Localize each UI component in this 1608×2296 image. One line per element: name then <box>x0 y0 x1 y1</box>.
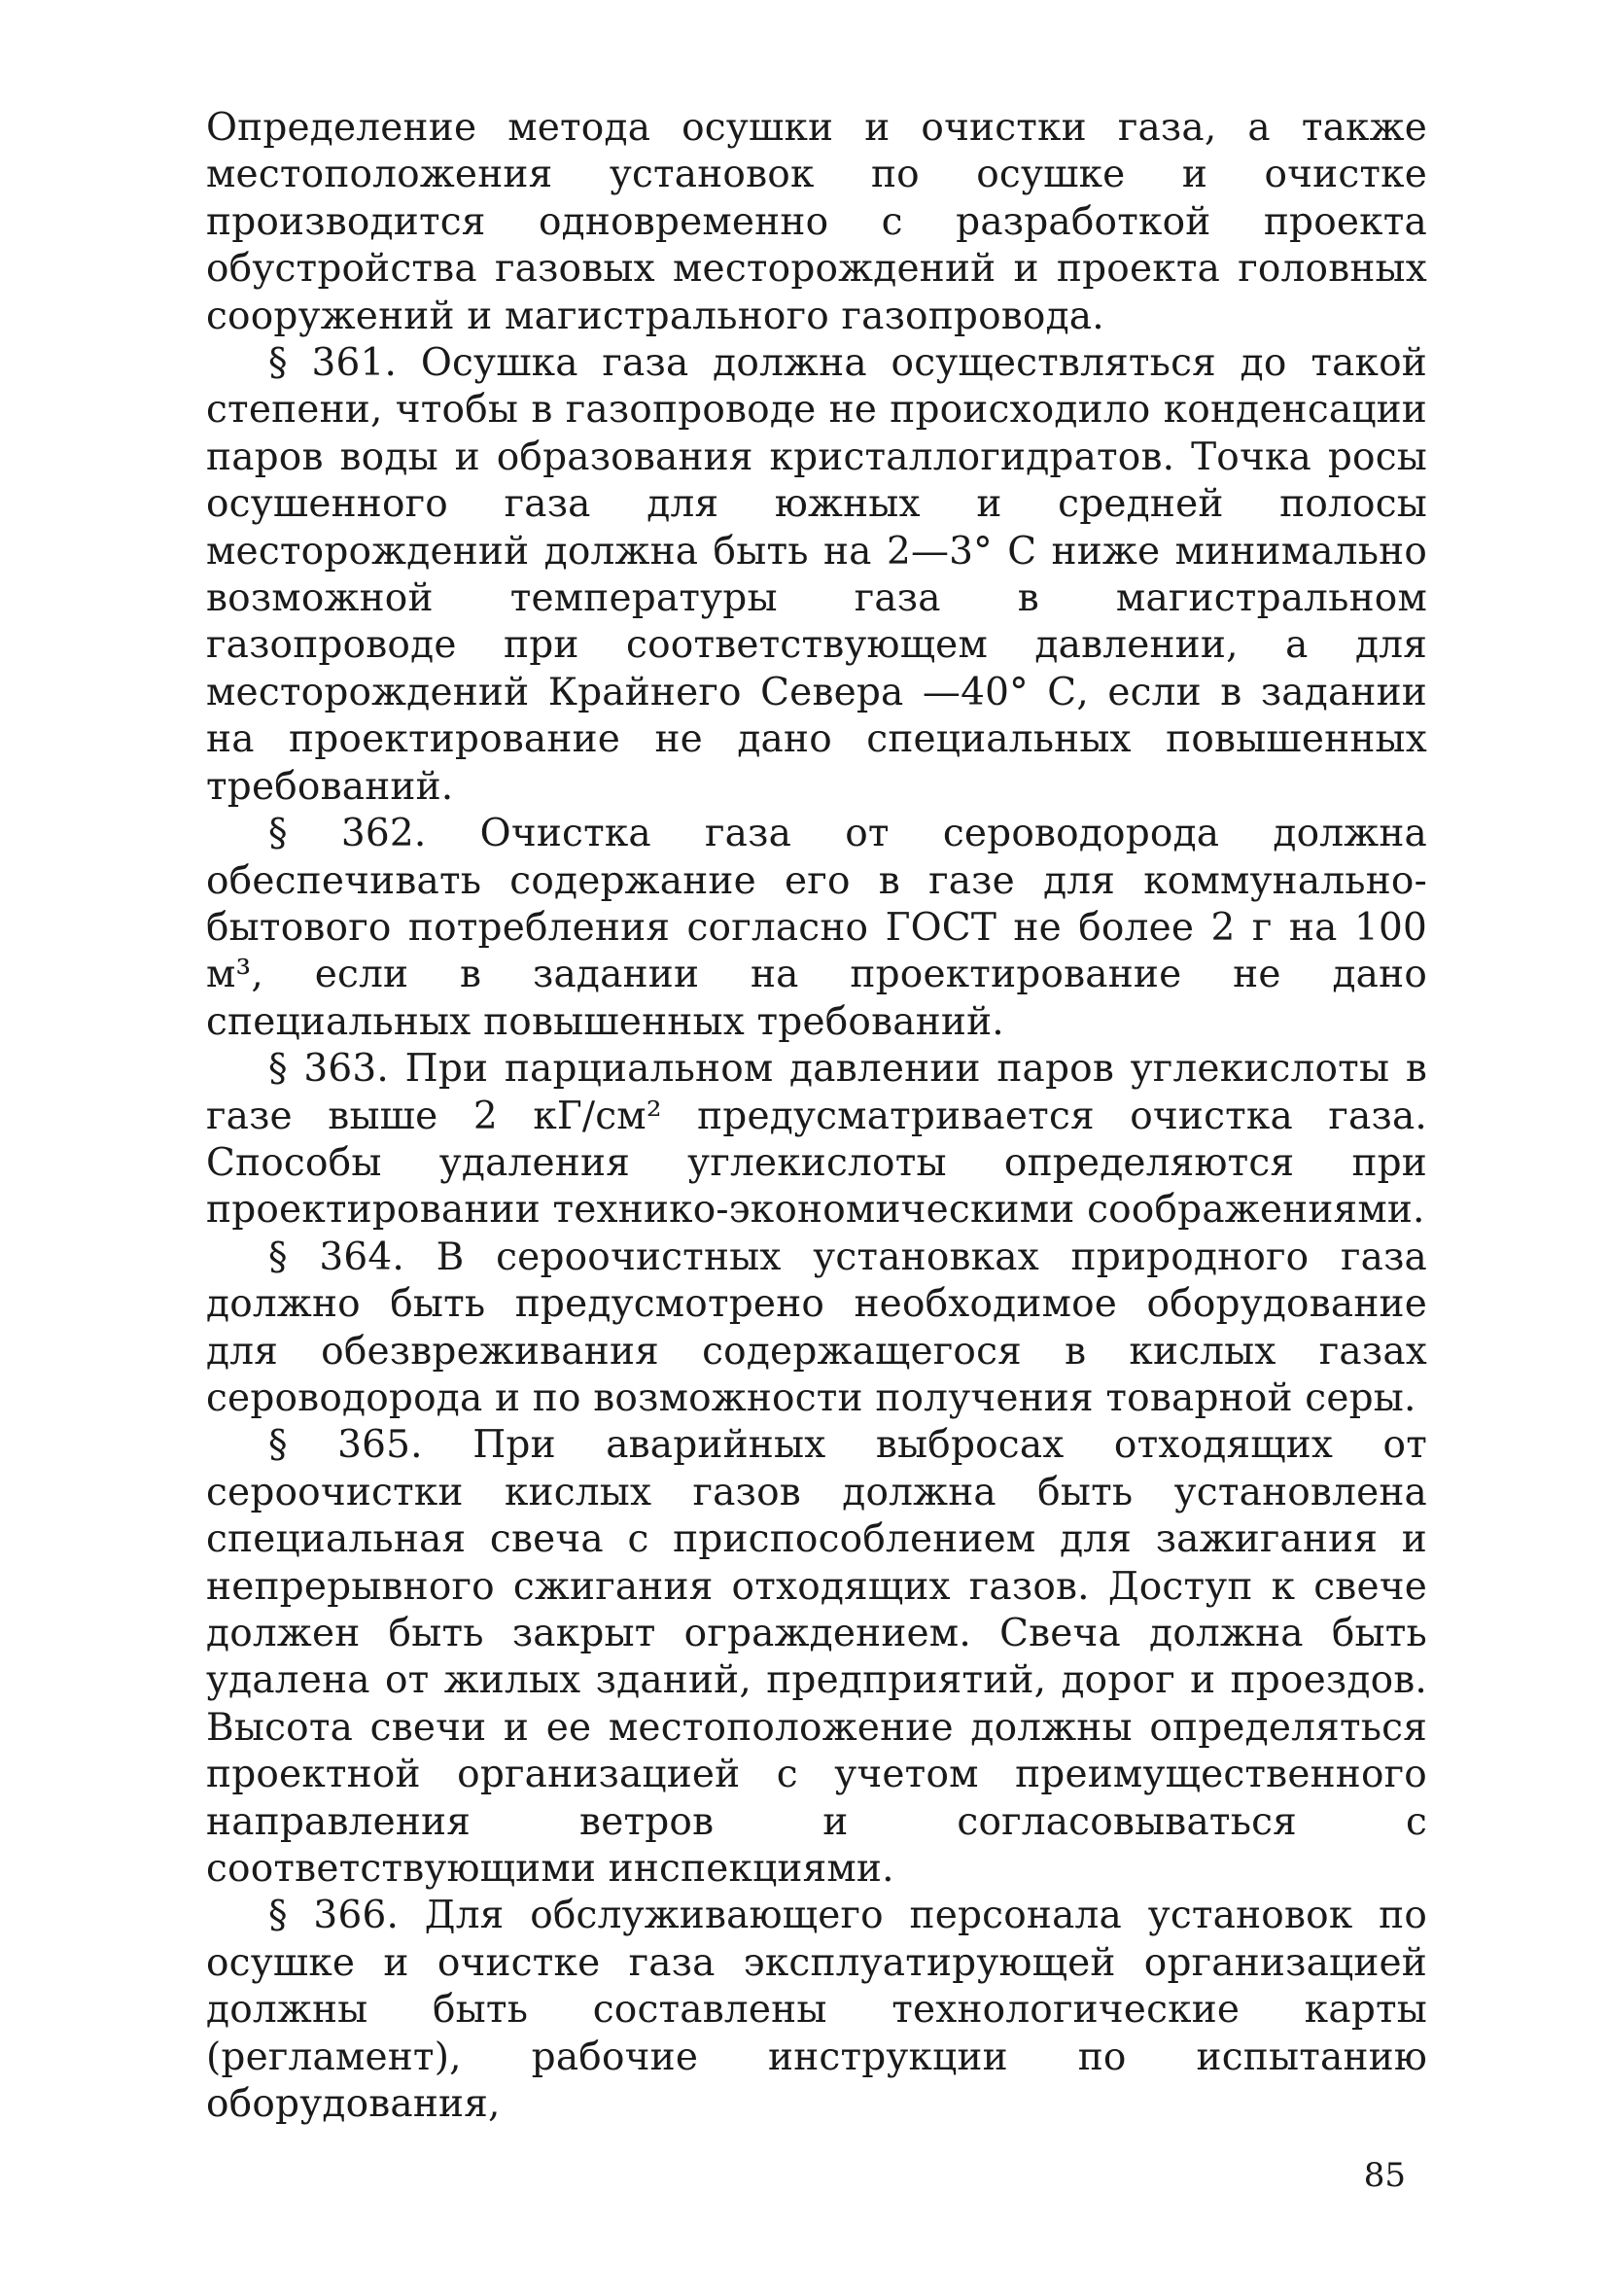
paragraph-364: § 364. В сероочистных установках природного газа должно быть предусмотрено необходимое оборудование для обезвреживания содержащегося в кислых газах сероводорода и по возможности получения товарной серы. <box>206 1235 1427 1420</box>
paragraph-366: § 366. Для обслуживающего персонала установок по осушке и очистке газа эксплуатирующей организацией должны быть составлены технологические карты (регламент), рабочие инструкции по испытанию оборудования, <box>206 1894 1427 2127</box>
paragraph-intro: Определение метода осушки и очистки газа, а также местоположения установок по осушке и очистке производится одновременно с разработкой проекта обустройства газовых месторождений и проекта головных сооружений и магистрального газопровода. <box>206 106 1427 338</box>
paragraph-361: § 361. Осушка газа должна осуществляться до такой степени, чтобы в газопроводе не происходило конденсации паров воды и образования кристаллогидратов. Точка росы осушенного газа для южных и средней полосы месторождений должна быть на 2—3° С ниже минимально возможной температуры газа в магистральном газопроводе при соответствующем давлении, а для месторождений Крайнего Севера —40° С, если в задании на проектирование не дано специальных повышенных требований. <box>206 341 1427 809</box>
body-text <box>206 105 1427 2128</box>
page-number: 85 <box>1363 2156 1406 2195</box>
paragraph-365: § 365. При аварийных выбросах отходящих от сероочистки кислых газов должна быть установлена специальная свеча с приспособлением для зажигания и непрерывного сжигания отходящих газов. Доступ к свече должен быть закрыт ограждением. Свеча должна быть удалена от жилых зданий, предприятий, дорог и проездов. Высота свечи и ее местоположение должны определяться проектной организацией с учетом преимущественного направления ветров и согласовываться с соответствующими инспекциями. <box>206 1423 1427 1892</box>
paragraph-362: § 362. Очистка газа от сероводорода должна обеспечивать содержание его в газе для коммунально-бытового потребления согласно ГОСТ не более 2 г на 100 м³, если в задании на проектирование не дано специальных повышенных требований. <box>206 812 1427 1044</box>
paragraph-363: § 363. При парциальном давлении паров углекислоты в газе выше 2 кГ/см² предусматривается очистка газа. Способы удаления углекислоты определяются при проектировании технико-экономическими соображениями. <box>206 1047 1427 1233</box>
